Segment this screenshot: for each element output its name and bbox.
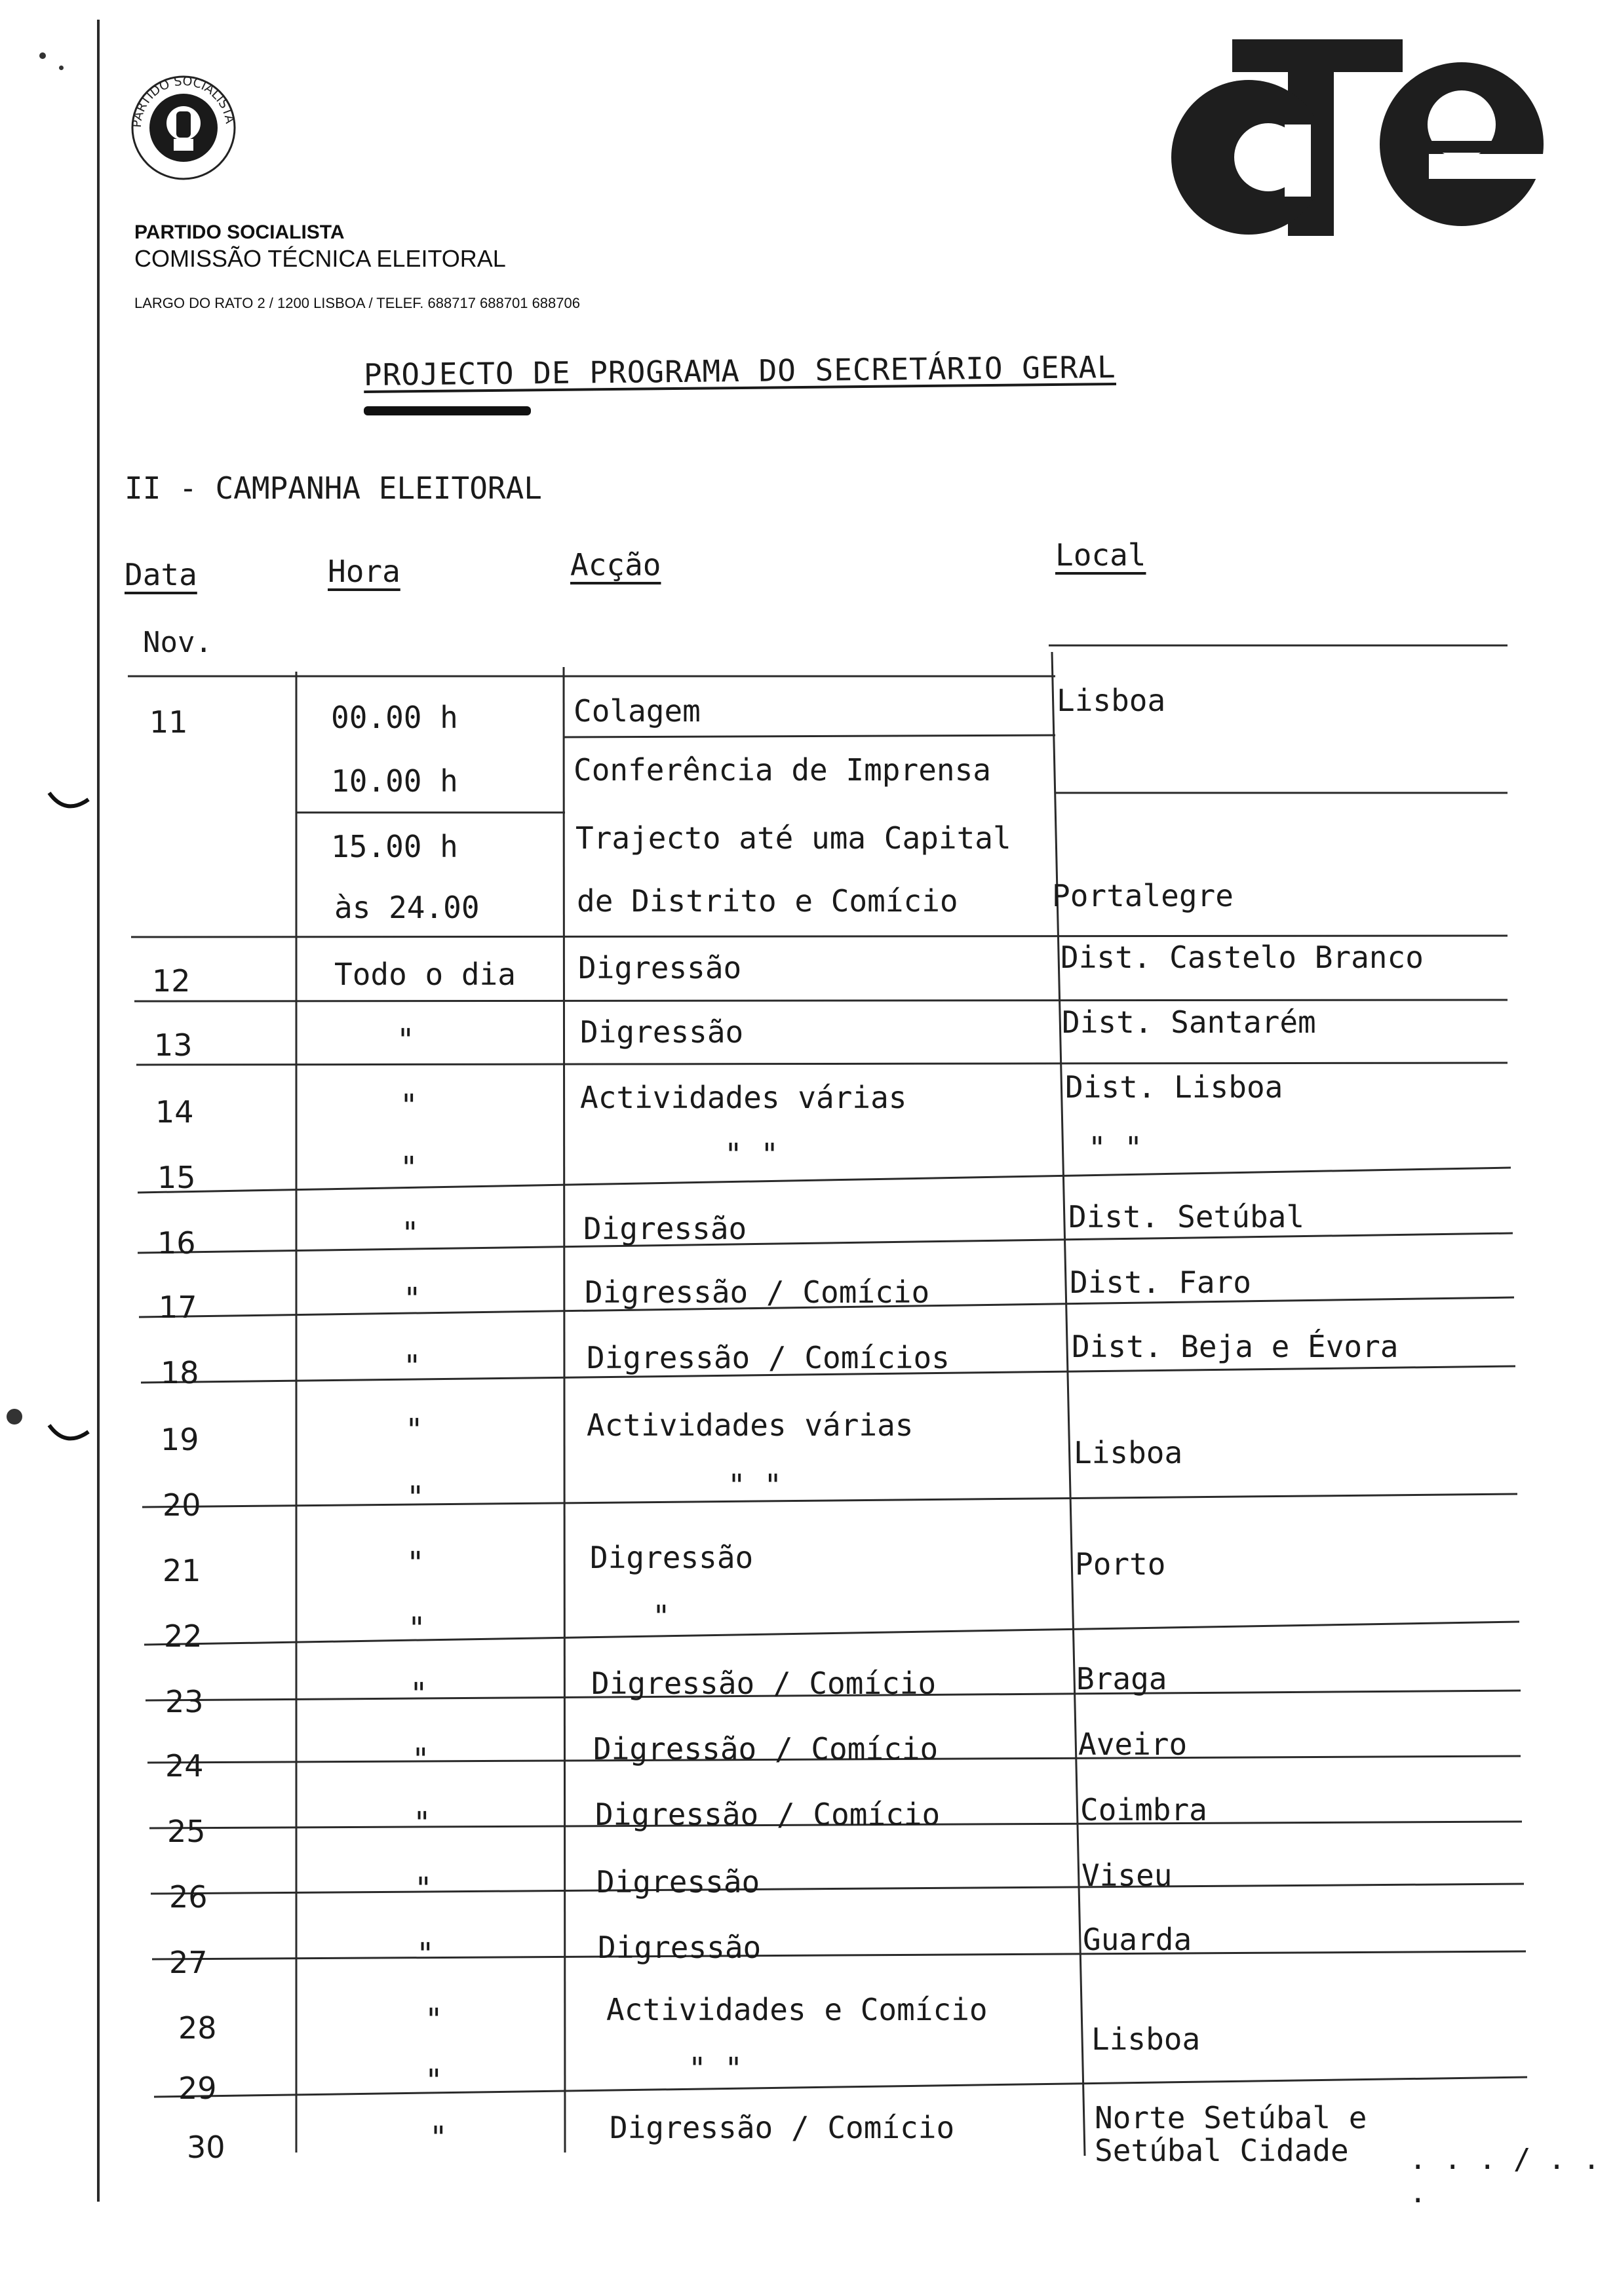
row-local: Portalegre xyxy=(1052,878,1234,913)
row-accao: " xyxy=(652,1599,671,1634)
row-hora: " xyxy=(425,2002,443,2037)
document-title: PROJECTO DE PROGRAMA DO SECRETÁRIO GERAL xyxy=(363,349,1117,392)
row-hora: " xyxy=(413,1805,431,1841)
org-name: PARTIDO SOCIALISTA xyxy=(134,221,345,243)
row-hora: 00.00 h xyxy=(331,700,458,735)
row-hora: " xyxy=(400,1150,418,1185)
row-date: 11 xyxy=(149,704,188,740)
row-date: 21 xyxy=(163,1553,201,1588)
column-header-hora: Hora xyxy=(328,554,400,589)
row-local: Guarda xyxy=(1083,1922,1192,1957)
row-accao: Actividades e Comício xyxy=(606,1992,988,2027)
column-header-data: Data xyxy=(125,557,197,592)
row-accao: Digressão / Comício xyxy=(595,1797,941,1832)
row-accao: Digressão / Comícios xyxy=(587,1340,950,1375)
row-accao: Digressão / Comício xyxy=(591,1666,937,1701)
row-accao: Conferência de Imprensa xyxy=(574,752,991,788)
title-redaction-mark xyxy=(364,406,531,415)
row-accao: Digressão xyxy=(598,1930,762,1965)
row-accao: Digressão / Comício xyxy=(610,2110,955,2145)
row-hora: " xyxy=(405,1412,423,1447)
row-hora: " xyxy=(429,2120,448,2155)
row-hora: " xyxy=(406,1545,425,1580)
row-date: 17 xyxy=(159,1290,197,1325)
section-heading: II - CAMPANHA ELEITORAL xyxy=(125,470,542,506)
row-hora: " xyxy=(406,1480,425,1515)
row-hora: " xyxy=(403,1281,421,1316)
row-hora: " xyxy=(403,1349,421,1384)
row-date: 24 xyxy=(165,1748,204,1784)
row-local: Setúbal Cidade xyxy=(1095,2133,1349,2168)
scan-speck xyxy=(39,52,46,59)
row-local: Dist. Castelo Branco xyxy=(1060,940,1424,975)
party-logo-icon xyxy=(121,66,246,190)
row-hora: " xyxy=(425,2063,443,2098)
row-hora: " xyxy=(410,1676,428,1712)
row-local: Dist. Setúbal xyxy=(1068,1199,1305,1234)
row-accao: " " xyxy=(728,1468,783,1503)
row-accao: " " xyxy=(688,2051,743,2086)
row-hora: às 24.00 xyxy=(334,890,480,925)
punch-hole-mark-icon xyxy=(46,1419,92,1451)
row-hora: 15.00 h xyxy=(331,829,458,864)
row-accao: Actividades várias xyxy=(587,1407,914,1443)
row-accao: de Distrito e Comício xyxy=(577,883,958,919)
row-accao: Digressão xyxy=(583,1211,747,1246)
row-local: Dist. Faro xyxy=(1070,1265,1251,1300)
row-date: 15 xyxy=(157,1160,196,1195)
org-committee: COMISSÃO TÉCNICA ELEITORAL xyxy=(134,245,506,272)
row-accao: " " xyxy=(724,1137,779,1172)
row-local: Dist. Beja e Évora xyxy=(1072,1329,1399,1364)
row-local: Porto xyxy=(1075,1546,1166,1582)
row-local: Viseu xyxy=(1081,1858,1173,1893)
row-local: Lisboa xyxy=(1057,683,1166,718)
continuation-mark: . . . / . . . xyxy=(1409,2143,1601,2210)
row-date: 25 xyxy=(167,1814,206,1849)
cte-logo-icon xyxy=(1154,13,1553,256)
row-local: " " xyxy=(1088,1130,1143,1166)
row-local: Coimbra xyxy=(1080,1792,1207,1827)
row-date: 27 xyxy=(169,1945,208,1980)
row-local: Dist. Lisboa xyxy=(1065,1069,1283,1105)
row-hora: " xyxy=(397,1022,415,1058)
row-accao: Actividades várias xyxy=(580,1080,907,1115)
row-date: 14 xyxy=(155,1094,194,1130)
left-margin-line xyxy=(97,20,100,2202)
row-local: Aveiro xyxy=(1078,1727,1188,1762)
row-date: 23 xyxy=(165,1684,204,1719)
row-accao: Digressão xyxy=(596,1864,760,1900)
punch-hole-mark-icon xyxy=(46,786,92,819)
month-label: Nov. xyxy=(143,626,212,659)
row-hora: " xyxy=(416,1936,435,1972)
row-local: Norte Setúbal e xyxy=(1095,2100,1367,2135)
column-header-local: Local xyxy=(1055,537,1146,573)
scan-speck xyxy=(7,1409,22,1425)
row-date: 28 xyxy=(178,2010,217,2046)
row-local: Braga xyxy=(1076,1661,1167,1696)
row-local: Lisboa xyxy=(1091,2021,1201,2057)
row-accao: Digressão xyxy=(580,1014,744,1050)
row-hora: 10.00 h xyxy=(331,763,458,799)
row-date: 18 xyxy=(161,1355,199,1390)
row-date: 19 xyxy=(161,1422,199,1457)
row-date: 13 xyxy=(154,1027,193,1063)
row-hora: " xyxy=(401,1215,419,1251)
column-header-accao: Acção xyxy=(570,547,661,583)
row-hora: " xyxy=(414,1871,433,1906)
scan-speck xyxy=(59,66,64,70)
row-accao: Digressão xyxy=(590,1540,754,1575)
row-accao: Trajecto até uma Capital xyxy=(575,820,1011,856)
org-address: LARGO DO RATO 2 / 1200 LISBOA / TELEF. 688717 688701 688706 xyxy=(134,295,580,311)
row-hora: " xyxy=(408,1611,426,1646)
row-date: 22 xyxy=(164,1618,203,1654)
logo-ring-text: PARTIDO SOCIALISTA xyxy=(129,73,237,128)
row-hora: " xyxy=(412,1742,430,1777)
row-date: 26 xyxy=(169,1879,208,1915)
row-accao: Digressão / Comício xyxy=(593,1731,939,1767)
row-date: 20 xyxy=(163,1487,201,1523)
row-date: 30 xyxy=(187,2130,225,2165)
row-date: 16 xyxy=(157,1225,196,1261)
row-accao: Colagem xyxy=(574,693,701,729)
row-accao: Digressão xyxy=(578,950,742,985)
row-hora: " xyxy=(400,1088,418,1123)
row-accao: Digressão / Comício xyxy=(585,1274,930,1310)
cte-logo-text: CTE xyxy=(1347,247,1360,254)
row-local: Dist. Santarém xyxy=(1062,1004,1316,1040)
row-hora: Todo o dia xyxy=(334,957,516,992)
row-date: 12 xyxy=(152,963,191,999)
row-local: Lisboa xyxy=(1074,1435,1183,1470)
row-date: 29 xyxy=(178,2071,217,2106)
